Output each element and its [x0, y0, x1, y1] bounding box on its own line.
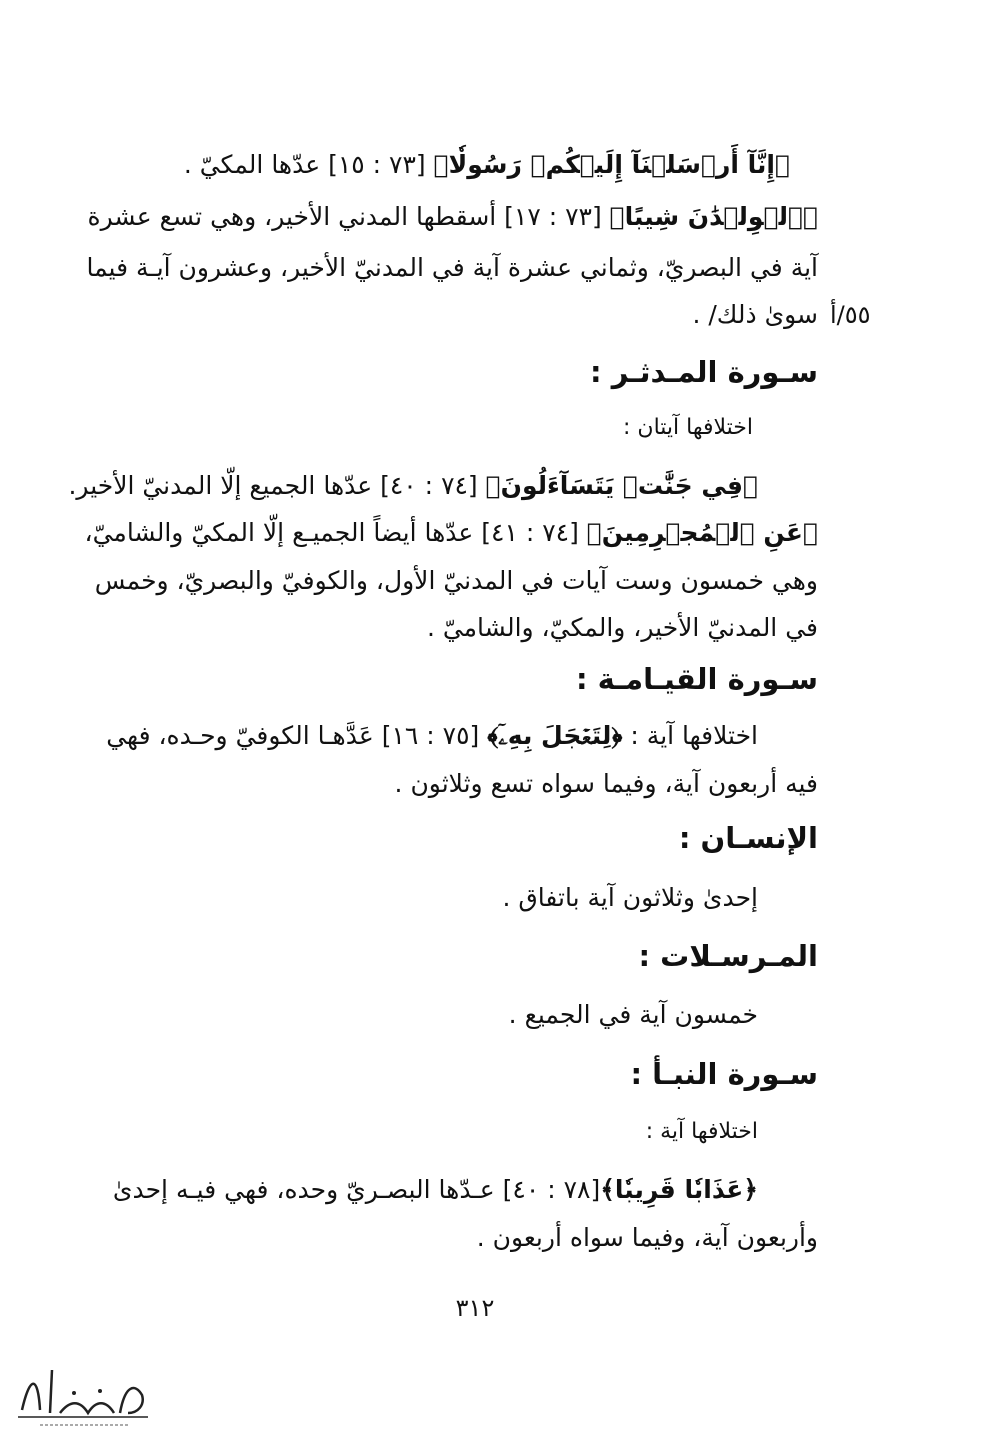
text-line: آية في البصريّ، وثماني عشرة آية في المدنيّ الأخير، وعشرون آيـة فيما — [86, 253, 818, 282]
text-line — [68, 466, 758, 506]
verse-note: [٧٤ : ٤١] عدّها أيضاً الجميـع إلّا المكيّ والشاميّ، — [84, 518, 587, 547]
text-line — [106, 716, 758, 756]
verse-note: [٧٣ : ١٥] عدّها المكيّ . — [183, 150, 434, 179]
quran-quote: ﴿عَذَابٗا قَرِيبٗا﴾ — [600, 1175, 758, 1204]
quran-quote: ﴿إِنَّآ أَرۡسَلۡنَآ إِلَيۡكُمۡ رَسُولٗا﴾ — [433, 150, 790, 179]
verse-note: [٧٤ : ٤٠] عدّها الجميع إلّا المدنيّ الأخير. — [68, 471, 486, 500]
surah-heading: المـرسـلات : — [638, 939, 818, 973]
verse-note: [٧٣ : ١٧] أسقطها المدني الأخير، وهي تسع عشرة — [87, 202, 610, 231]
page-number: ٣١٢ — [455, 1294, 495, 1322]
verse-note: [٧٥ : ١٦] عَدَّهـا الكوفيّ وحـده، فهي — [106, 721, 488, 750]
line-lead: اختلافها آية : — [622, 721, 758, 750]
quran-quote: ﴿ٱلۡوِلۡدَٰنَ شِيبًا﴾ — [609, 202, 818, 231]
text-line: وهي خمسون وست آيات في المدنيّ الأول، والكوفيّ والبصريّ، وخمس — [94, 566, 818, 595]
text-line — [84, 513, 818, 553]
text-line — [112, 1170, 758, 1210]
text-line: وأربعون آية، وفيما سواه أربعون . — [476, 1223, 818, 1252]
subheading: اختلافها آية : — [645, 1119, 758, 1144]
text-line — [183, 145, 790, 185]
text-line: إحدىٰ وثلاثون آية باتفاق . — [502, 883, 758, 912]
text-line: خمسون آية في الجميع . — [508, 1000, 758, 1029]
margin-folio-note: ٥٥/أ — [830, 301, 871, 329]
quran-quote: ﴿فِي جَنَّٰتٖ يَتَسَآءَلُونَ﴾ — [485, 471, 758, 500]
subheading: اختلافها آيتان : — [623, 415, 753, 440]
text-line — [87, 197, 818, 237]
surah-heading: الإنسـان : — [678, 821, 818, 855]
logo-drawing — [10, 1355, 155, 1435]
text-line: فيه أربعون آية، وفيما سواه تسع وثلاثون . — [394, 769, 818, 798]
text-line: في المدنيّ الأخير، والمكيّ، والشاميّ . — [426, 613, 818, 642]
text-line: سوىٰ ذلك/ . — [692, 300, 818, 329]
verse-note: [٧٨ : ٤٠] عـدّها البصـريّ وحده، فهي فيـه إحدىٰ — [112, 1175, 601, 1204]
calligraphy-logo-icon — [10, 1355, 155, 1435]
quran-quote: ﴿لِتَعۡجَلَ بِهِۦٓ﴾ — [487, 721, 623, 750]
quran-quote: ﴿عَنِ ٱلۡمُجۡرِمِينَ﴾ — [586, 518, 818, 547]
surah-heading: سـورة المـدثـر : — [590, 355, 818, 389]
surah-heading: سـورة القيـامـة : — [575, 662, 818, 696]
surah-heading: سـورة النبـأ : — [630, 1057, 818, 1091]
